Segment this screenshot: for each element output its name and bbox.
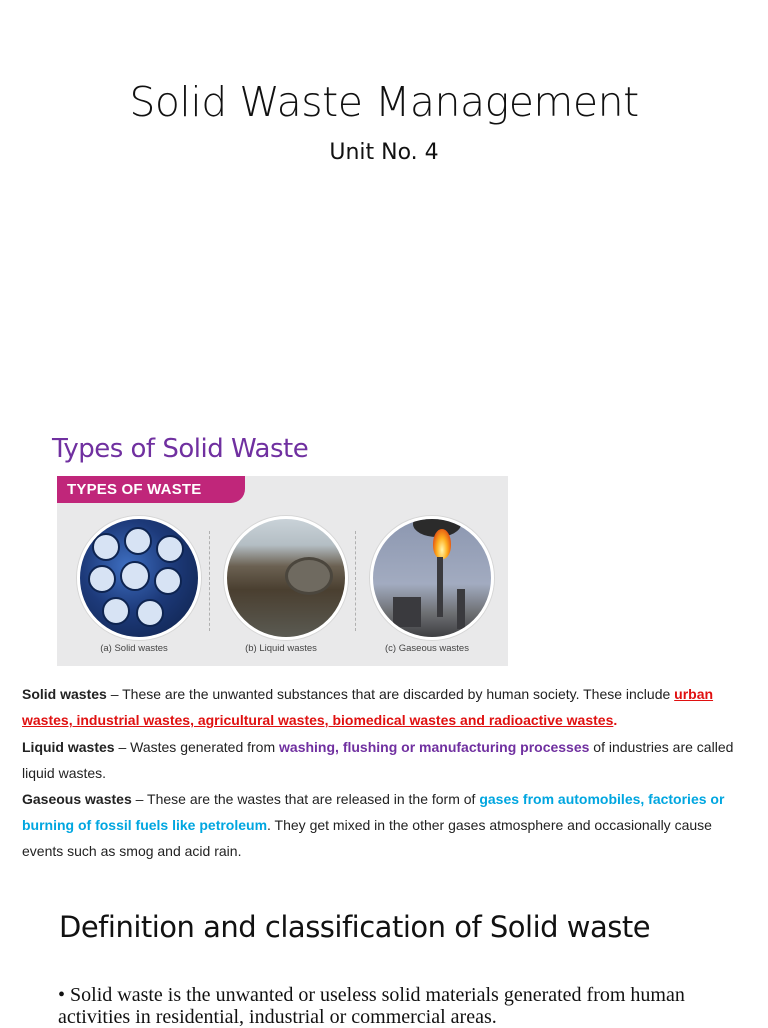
slide1-title: Solid Waste Management xyxy=(129,78,639,126)
bullet-text: Solid waste is the unwanted or useless solid materials generated from human activities in residential, industrial or commercial areas. xyxy=(58,984,685,1028)
figure-divider xyxy=(355,531,356,631)
solid-wastes-end: . xyxy=(613,712,618,728)
solid-wastes-image xyxy=(77,516,201,640)
gaseous-wastes-image xyxy=(370,516,494,640)
definition-bullet xyxy=(58,984,738,1028)
gaseous-wastes-text: – These are the wastes that are released in the form of xyxy=(131,791,480,807)
figure-divider xyxy=(209,531,210,631)
slide3-title: Definition and classification of Solid waste xyxy=(59,910,651,944)
liquid-wastes-image xyxy=(224,516,348,640)
figure-banner: TYPES OF WASTE xyxy=(57,476,245,503)
slide1-subtitle: Unit No. 4 xyxy=(329,140,439,165)
caption-solid: (a) Solid wastes xyxy=(100,643,168,654)
caption-gaseous: (c) Gaseous wastes xyxy=(385,643,469,654)
gaseous-wastes-end: . They get mixed in the other gases atmosphere and occasionally cause events such as smog and acid rain. xyxy=(22,817,712,859)
liquid-wastes-term: Liquid wastes xyxy=(22,739,115,755)
solid-wastes-highlight: urban wastes, industrial wastes, agricultural wastes, biomedical wastes and radioactive wastes xyxy=(22,686,714,728)
solid-wastes-paragraph xyxy=(22,681,754,733)
liquid-wastes-paragraph xyxy=(22,734,754,786)
gaseous-wastes-paragraph xyxy=(22,786,754,864)
types-of-waste-figure xyxy=(57,476,508,666)
caption-liquid: (b) Liquid wastes xyxy=(245,643,317,654)
solid-wastes-term: Solid wastes xyxy=(22,686,107,702)
gaseous-wastes-term: Gaseous wastes xyxy=(22,791,132,807)
gaseous-wastes-highlight: gases from automobiles, factories or burning of fossil fuels like petroleum xyxy=(22,791,725,833)
slide2-title: Types of Solid Waste xyxy=(52,434,309,464)
liquid-wastes-text: – Wastes generated from xyxy=(114,739,280,755)
liquid-wastes-highlight: washing, flushing or manufacturing processes xyxy=(279,739,590,755)
bullet-icon: • xyxy=(58,984,66,1006)
solid-wastes-text: – These are the unwanted substances that are discarded by human society. These include xyxy=(106,686,675,702)
liquid-wastes-end: of industries are called liquid wastes. xyxy=(22,739,734,781)
